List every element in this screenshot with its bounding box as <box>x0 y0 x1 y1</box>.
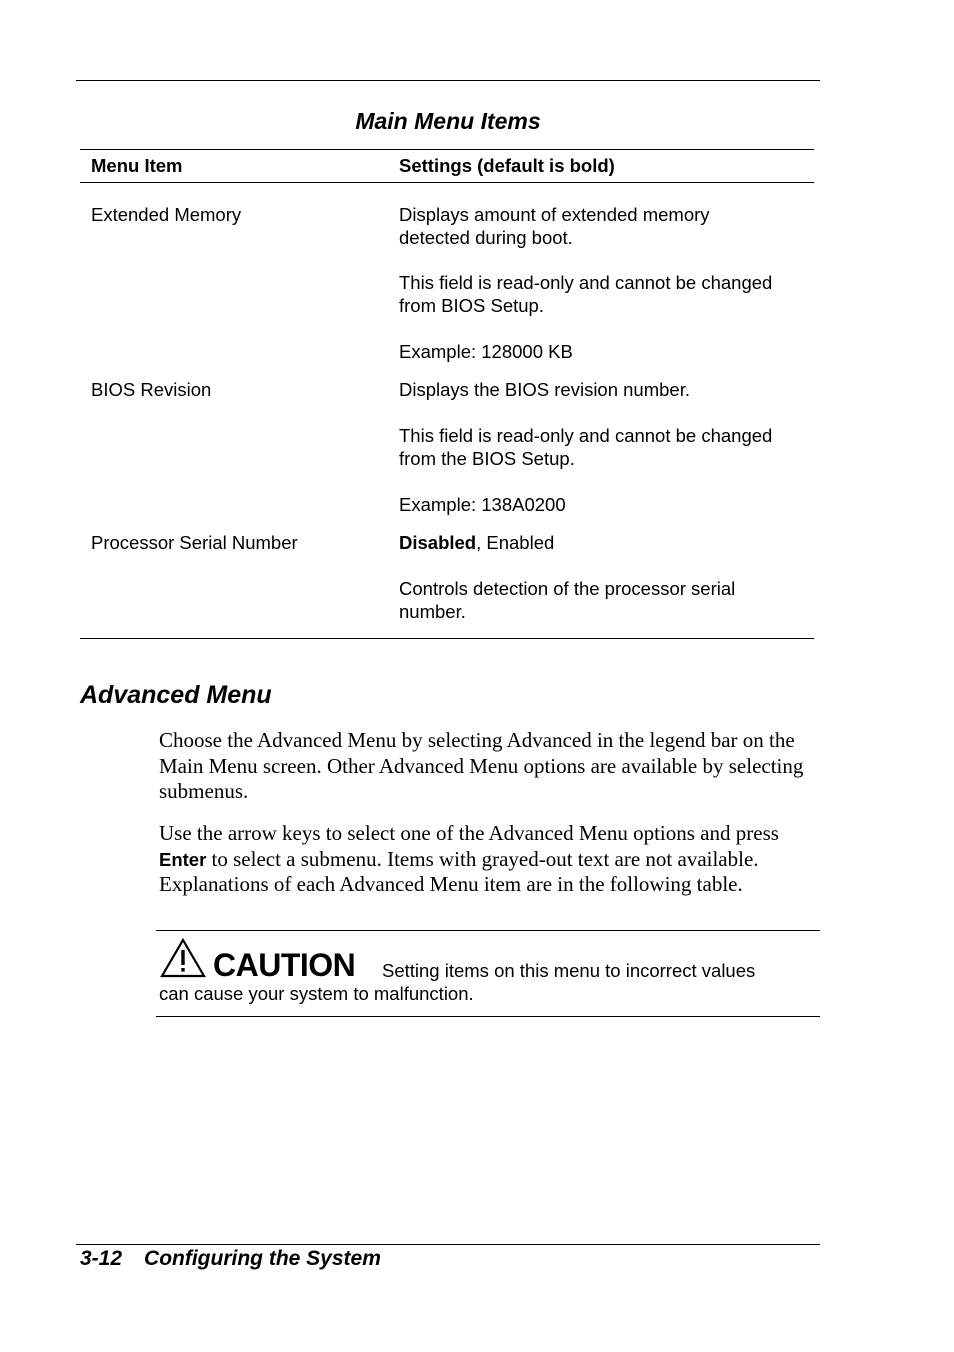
setting-text: This field is read-only and cannot be changed <box>399 425 773 446</box>
setting-example: Example: 138A0200 <box>399 494 566 515</box>
setting-text: number. <box>399 601 466 622</box>
default-option: Disabled <box>399 532 477 553</box>
section-heading: Advanced Menu <box>80 681 272 709</box>
caution-label: CAUTION <box>213 947 356 983</box>
menu-item-name: BIOS Revision <box>91 379 212 400</box>
chapter-title: Configuring the System <box>144 1247 381 1270</box>
setting-text: from BIOS Setup. <box>399 295 544 316</box>
enter-key-label: Enter <box>159 848 207 870</box>
table-bottom-rule <box>80 638 814 639</box>
body-paragraph <box>159 821 829 898</box>
paragraph-text: to select a submenu. Items with grayed-out text are not available. Explanations of each Advanced Menu item are in the following table. <box>159 846 759 896</box>
column-header-menu-item: Menu Item <box>91 155 183 176</box>
column-header-settings: Settings (default is bold) <box>399 155 615 176</box>
setting-text: Controls detection of the processor serial <box>399 578 736 599</box>
setting-text: Displays amount of extended memory <box>399 204 710 225</box>
other-options: , Enabled <box>476 532 555 553</box>
setting-options <box>399 531 554 554</box>
caution-text: can cause your system to malfunction. <box>159 983 474 1004</box>
table-title: Main Menu Items <box>355 108 541 134</box>
setting-text: detected during boot. <box>399 227 573 248</box>
setting-text: from the BIOS Setup. <box>399 448 575 469</box>
setting-example: Example: 128000 KB <box>399 341 573 362</box>
table-top-rule <box>80 149 814 150</box>
setting-text: This field is read-only and cannot be changed <box>399 272 773 293</box>
table-header-rule <box>80 182 814 183</box>
page-number: 3-12 <box>80 1247 123 1270</box>
menu-item-name: Processor Serial Number <box>91 532 298 553</box>
header-rule <box>76 80 820 81</box>
page-footer <box>80 1246 381 1272</box>
caution-text: Setting items on this menu to incorrect values <box>382 960 756 981</box>
body-paragraph: Choose the Advanced Menu by selecting Advanced in the legend bar on the Main Menu screen. Other Advanced Menu options are available by selecting submenus. <box>159 728 804 803</box>
paragraph-text: Use the arrow keys to select one of the Advanced Menu options and press <box>159 821 779 845</box>
warning-triangle-icon <box>160 938 206 978</box>
setting-text: Displays the BIOS revision number. <box>399 379 690 400</box>
footer-rule <box>76 1244 820 1245</box>
caution-box <box>156 930 820 1017</box>
menu-item-name: Extended Memory <box>91 204 242 225</box>
